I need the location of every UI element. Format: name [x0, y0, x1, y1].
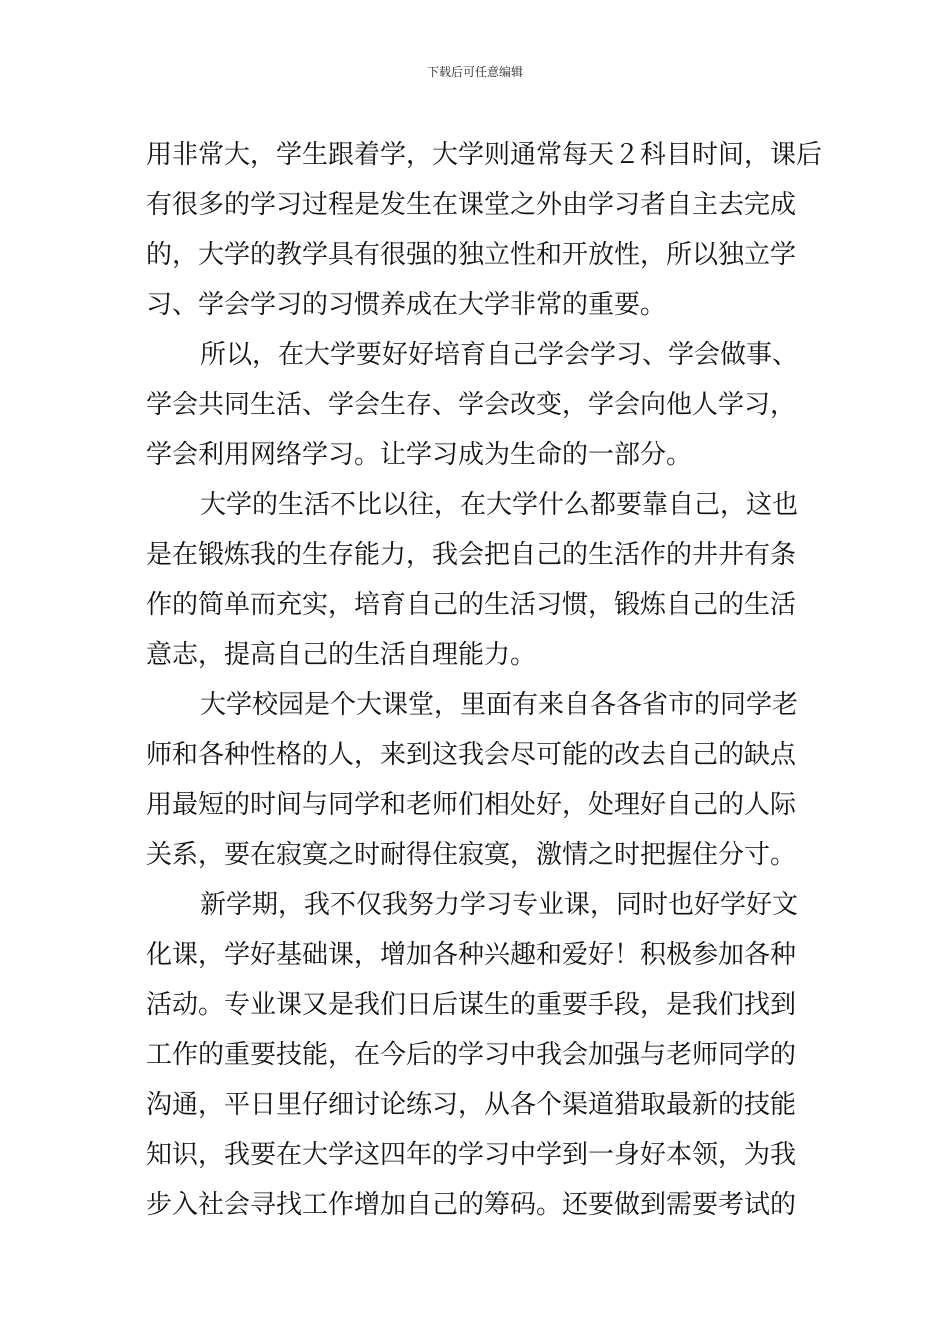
text-line: 用最短的时间与同学和老师们相处好，处理好自己的人际	[146, 790, 797, 820]
text-line: 意志，提高自己的生活自理能力。	[146, 640, 537, 670]
text-line: 关系，要在寂寞之时耐得住寂寞，激情之时把握住分寸。	[146, 840, 797, 870]
text-line: 化课，学好基础课，增加各种兴趣和爱好！积极参加各种	[146, 940, 797, 970]
text-line: 习、学会学习的习惯养成在大学非常的重要。	[146, 290, 667, 320]
page-header: 下载后可任意编辑	[426, 65, 523, 79]
text-line: 大学校园是个大课堂，里面有来自各各省市的同学老	[200, 690, 799, 720]
text-line: 用非常大，学生跟着学，大学则通常每天２科目时间，课后	[146, 140, 823, 170]
text-line: 工作的重要技能，在今后的学习中我会加强与老师同学的	[146, 1040, 797, 1070]
text-line: 活动。专业课又是我们日后谋生的重要手段，是我们找到	[146, 990, 797, 1020]
document-body	[146, 130, 826, 1230]
text-line: 沟通，平日里仔细讨论练习，从各个渠道猎取最新的技能	[146, 1090, 797, 1120]
text-line: 大学的生活不比以往，在大学什么都要靠自己，这也	[200, 490, 799, 520]
text-line: 是在锻炼我的生存能力，我会把自己的生活作的井井有条	[146, 540, 797, 570]
text-line: 的，大学的教学具有很强的独立性和开放性，所以独立学	[146, 240, 797, 270]
text-line: 有很多的学习过程是发生在课堂之外由学习者自主去完成	[146, 190, 797, 220]
text-line: 步入社会寻找工作增加自己的筹码。还要做到需要考试的	[146, 1190, 797, 1220]
text-line: 所以，在大学要好好培育自己学会学习、学会做事、	[200, 340, 799, 370]
text-line: 师和各种性格的人，来到这我会尽可能的改去自己的缺点	[146, 740, 797, 770]
text-line: 学会利用网络学习。让学习成为生命的一部分。	[146, 440, 693, 470]
text-line: 作的简单而充实，培育自己的生活习惯，锻炼自己的生活	[146, 590, 797, 620]
text-line: 学会共同生活、学会生存、学会改变，学会向他人学习，	[146, 390, 797, 420]
text-line: 知识，我要在大学这四年的学习中学到一身好本领，为我	[146, 1140, 797, 1170]
text-line: 新学期，我不仅我努力学习专业课，同时也好学好文	[200, 890, 799, 920]
